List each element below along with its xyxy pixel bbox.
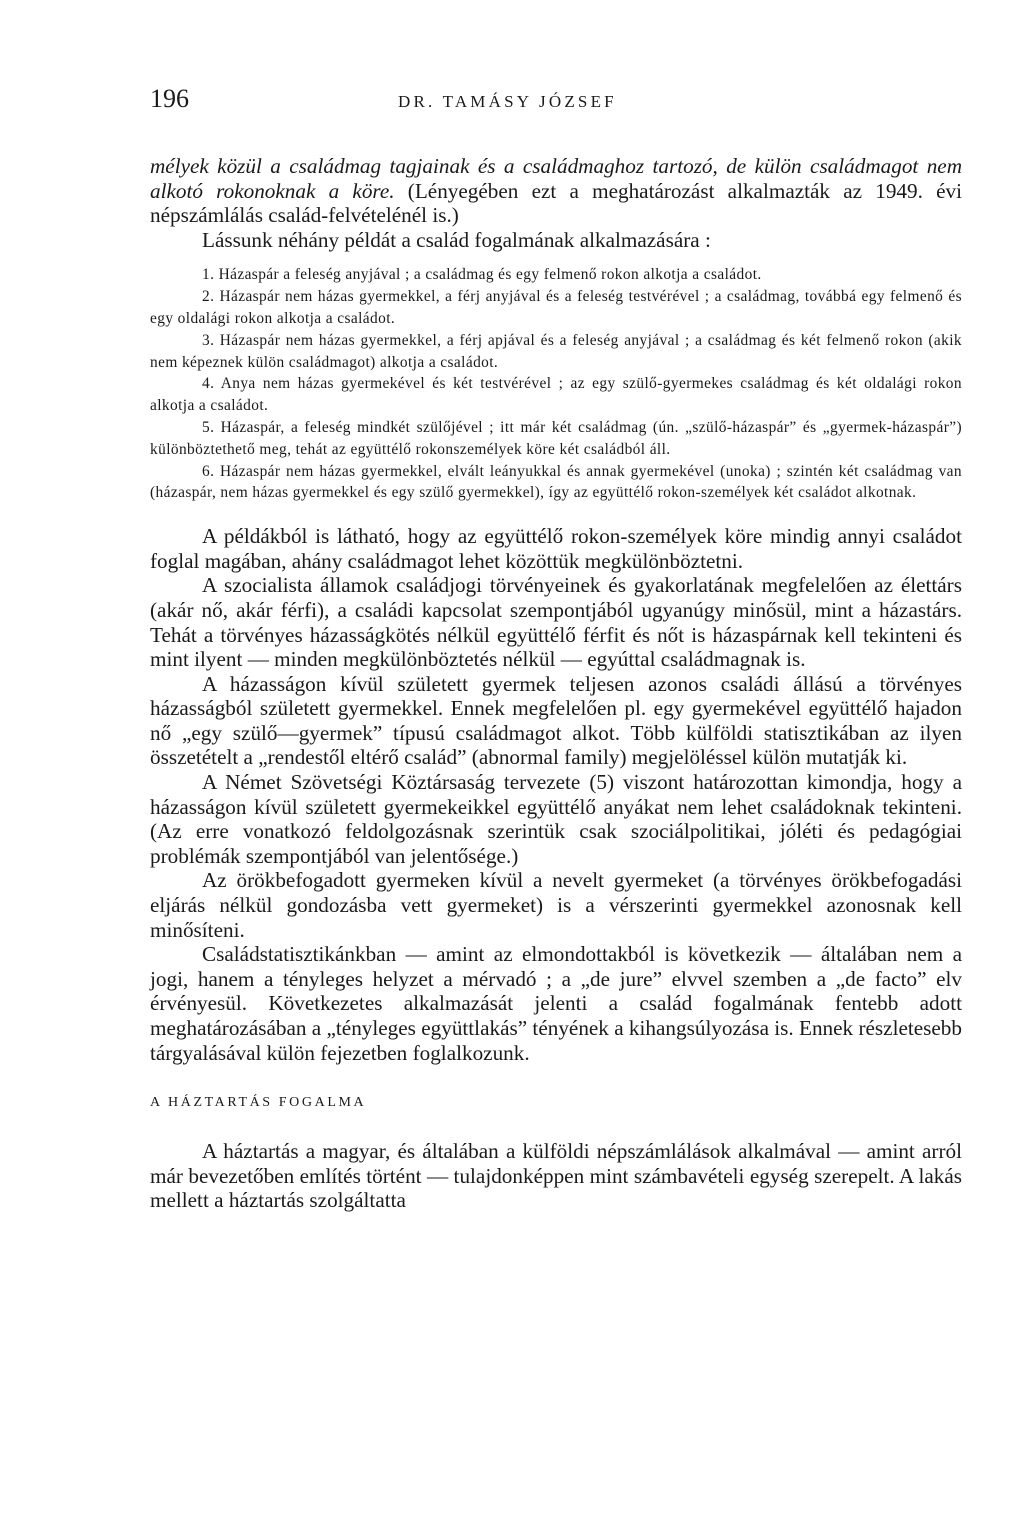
intro-lead: Lássunk néhány példát a család fogalmának alkalmazására : xyxy=(202,227,711,252)
intro-italic-text: mélyek közül a családmag tagjainak és a családmaghoz tartozó, de külön családmagot nem alkotó rokonoknak a köre. xyxy=(150,154,962,203)
section-heading: A HÁZTARTÁS FOGALMA xyxy=(150,1095,367,1111)
example-item: 6. Házaspár nem házas gyermekkel, elvált leányukkal és annak gyermekével (unoka) ; szintén két családmag van (házaspár, nem házas gyermekkel és egy szülő gyermekkel), így az együttélő rokon-személyek két családot alkotnak. xyxy=(150,462,962,502)
body-paragraph: A házasságon kívül született gyermek teljesen azonos családi állású a törvényes házasságból született gyermekkel. Ennek megfelelően pl. egy gyermekével együttélő hajadon nő „egy szülő—gyermek” típusú családmagot alkot. Több külföldi statisztikában az ilyen összetételt a „rendestől eltérő család” (abnormal family) megjelöléssel külön mutatják ki. xyxy=(150,671,962,770)
examples-list xyxy=(150,264,962,504)
body-paragraph: Családstatisztikánkban — amint az elmondottakból is következik — általában nem a jogi, hanem a tényleges helyzet a mérvadó ; a „de jure” elvvel szemben a „de facto” elv érvényesül. Következetes alkalmazását jelenti a család fogalmának fentebb adott meghatározásában a „tényleges együttlakás” tényének a kihangsúlyozása is. Ennek részletesebb tárgyalásával külön fejezetben foglalkozunk. xyxy=(150,942,962,1065)
page-number: 196 xyxy=(150,84,189,113)
example-item: 3. Házaspár nem házas gyermekkel, a férj apjával és a feleség anyjával ; a családmag és két felmenő rokon (akik nem képeznek külön családmagot) alkotja a családot. xyxy=(150,331,962,371)
intro-rest-text: (Lényegében ezt a meghatározást alkalmazták az 1949. évi népszámlálás család-felvételénél is.) xyxy=(150,178,962,228)
section-paragraph: A háztartás a magyar, és általában a külföldi népszámlálások alkalmával — amint arról már bevezetőben említés történt — tulajdonképpen mint számbavételi egység szerepelt. A lakás mellett a háztartás szolgáltatta xyxy=(150,1139,962,1213)
example-item: 2. Házaspár nem házas gyermekkel, a férj anyjával és a feleség testvérével ; a családmag, továbbá egy felmenő és egy oldalági rokon alkotja a családot. xyxy=(150,288,962,327)
body-paragraph: A példákból is látható, hogy az együttélő rokon-személyek köre mindig annyi családot foglal magában, ahány családmagot lehet közöttük megkülönböztetni. xyxy=(150,524,962,573)
body-paragraph: A szocialista államok családjogi törvényeinek és gyakorlatának megfelelően az élettárs (akár nő, akár férfi), a családi kapcsolat szempontjából ugyanúgy minősül, mint a házastárs. Tehát a törvényes házasságkötés nélkül együttélő férfit és nőt is házaspárnak kell tekinteni és mint ilyent — minden megkülönböztetés nélkül — egyúttal családmagnak is. xyxy=(150,573,962,672)
example-item: 1. Házaspár a feleség anyjával ; a családmag és egy felmenő rokon alkotja a családot. xyxy=(202,266,762,284)
intro-paragraph xyxy=(150,154,962,228)
running-head: DR. TAMÁSY JÓZSEF xyxy=(398,92,617,111)
body-text xyxy=(150,524,962,1065)
body-paragraph: A Német Szövetségi Köztársaság tervezete (5) viszont határozottan kimondja, hogy a házasságon kívül született gyermekeikkel együttélő anyákat nem lehet családoknak tekinteni. (Az erre vonatkozó feldolgozásnak szerintük csak szociálpolitikai, jóléti és pedagógiai problémák szempontjából van jelentősége.) xyxy=(150,770,962,868)
book-page xyxy=(150,84,962,1213)
page-header xyxy=(150,84,962,124)
example-item: 4. Anya nem házas gyermekével és két testvérével ; az egy szülő-gyermekes családmag és két oldalági rokon alkotja a családot. xyxy=(150,375,962,415)
example-item: 5. Házaspár, a feleség mindkét szülőjével ; itt már két családmag (ún. „szülő-házaspár” és „gyermek-házaspár”) különböztethető meg, tehát az együttélő rokonszemélyek köre két családból áll. xyxy=(150,418,962,458)
body-paragraph: Az örökbefogadott gyermeken kívül a nevelt gyermeket (a törvényes örökbefogadási eljárás nélkül gondozásba vett gyermeket) is a vérszerinti gyermekkel azonosnak kell minősíteni. xyxy=(150,868,962,942)
intro-block xyxy=(150,154,962,252)
